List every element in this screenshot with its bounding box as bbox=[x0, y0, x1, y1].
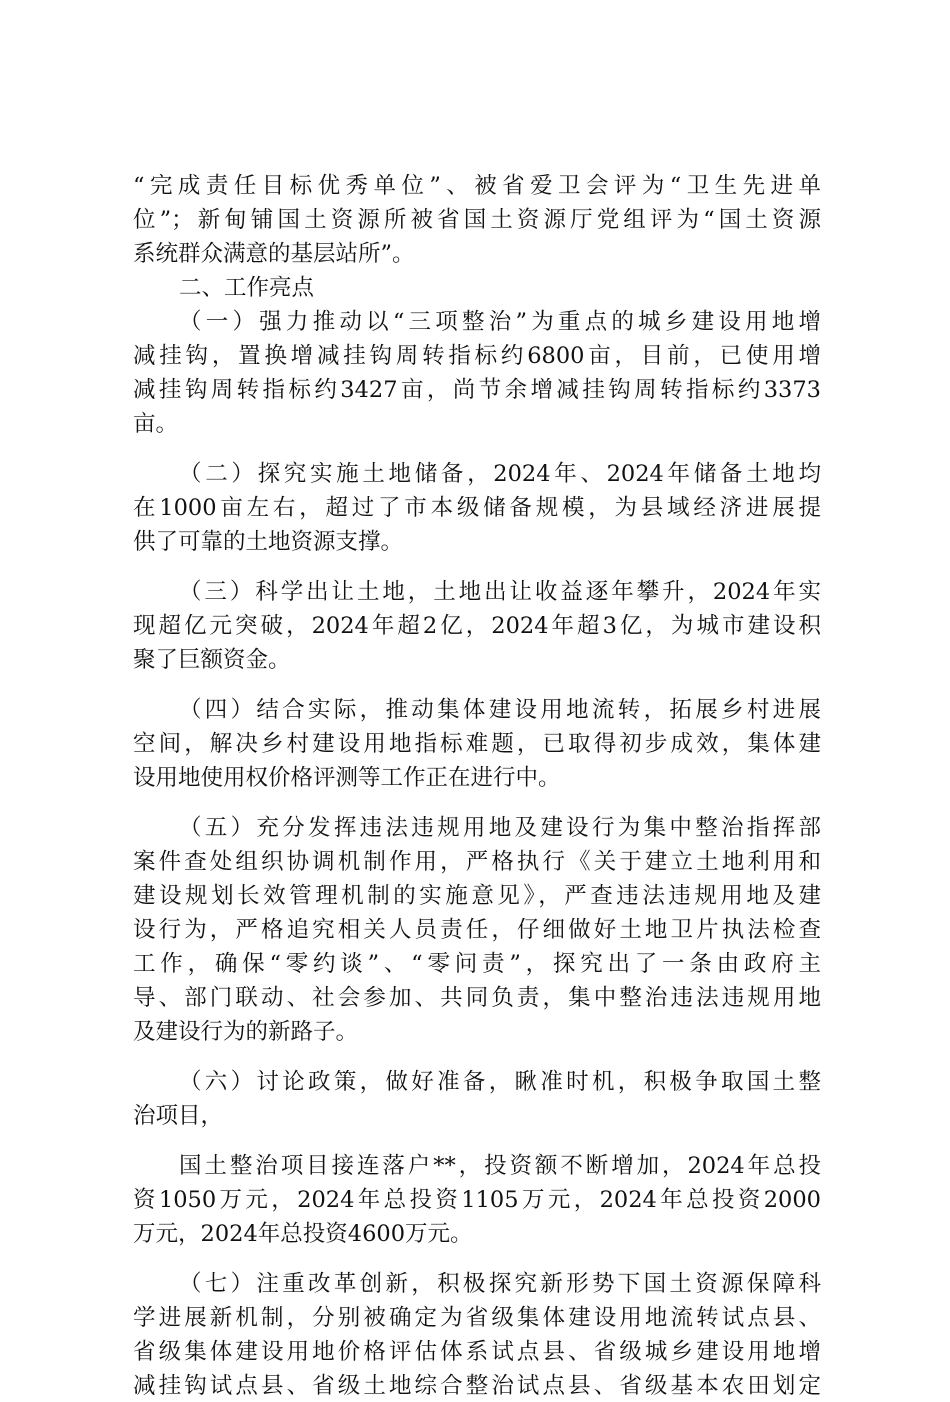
text-line: （七）注重改革创新，积极探究新形势下国土资源保障科 bbox=[179, 1271, 821, 1297]
text-line: 空间，解决乡村建设用地指标难题，已取得初步成效，集体建 bbox=[133, 731, 821, 757]
text-line: （三）科学出让土地，土地出让收益逐年攀升，2024年实 bbox=[179, 579, 821, 605]
text-line: 减挂钩，置换增减挂钩周转指标约6800亩，目前，已使用增 bbox=[133, 343, 821, 369]
text-line: 省级集体建设用地价格评估体系试点县、省级城乡建设用地增 bbox=[133, 1339, 821, 1365]
text-line: 亩。 bbox=[133, 411, 179, 437]
text-line: 万元，2024年总投资4600万元。 bbox=[133, 1221, 473, 1247]
text-line: 学进展新机制，分别被确定为省级集体建设用地流转试点县、 bbox=[133, 1305, 821, 1331]
text-line: （六）讨论政策，做好准备，瞅准时机，积极争取国土整 bbox=[179, 1069, 821, 1095]
text-line: 减挂钩周转指标约3427亩，尚节余增减挂钩周转指标约3373 bbox=[133, 377, 821, 403]
text-line: 现超亿元突破，2024年超2亿，2024年超3亿，为城市建设积 bbox=[133, 613, 821, 639]
text-line: 供了可靠的土地资源支撑。 bbox=[133, 529, 404, 555]
text-line: （四）结合实际，推动集体建设用地流转，拓展乡村进展 bbox=[179, 697, 821, 723]
text-line: 治项目， bbox=[133, 1103, 224, 1129]
text-line: 在1000亩左右，超过了市本级储备规模，为县域经济进展提 bbox=[133, 495, 821, 521]
text-line: 及建设行为的新路子。 bbox=[133, 1019, 359, 1045]
text-line: 系统群众满意的基层站所”。 bbox=[133, 241, 415, 267]
text-line: 位”；新甸铺国土资源所被省国土资源厅党组评为“国土资源 bbox=[133, 207, 821, 233]
text-line: 设行为，严格追究相关人员责任，仔细做好土地卫片执法检查 bbox=[133, 917, 821, 943]
text-line: 二、工作亮点 bbox=[179, 275, 315, 301]
text-line: 设用地使用权价格评测等工作正在进行中。 bbox=[133, 765, 561, 791]
text-line: 案件查处组织协调机制作用，严格执行《关于建立土地利用和 bbox=[133, 849, 821, 875]
text-line: （五）充分发挥违法违规用地及建设行为集中整治指挥部 bbox=[179, 815, 821, 841]
text-line: 导、部门联动、社会参加、共同负责，集中整治违法违规用地 bbox=[133, 985, 821, 1011]
text-line: “完成责任目标优秀单位”、被省爱卫会评为“卫生先进单 bbox=[133, 173, 821, 199]
text-line: （一）强力推动以“三项整治”为重点的城乡建设用地增 bbox=[179, 309, 821, 335]
text-line: 减挂钩试点县、省级土地综合整治试点县、省级基本农田划定 bbox=[133, 1373, 821, 1399]
text-line: 工作，确保“零约谈”、“零问责”，探究出了一条由政府主 bbox=[133, 951, 821, 977]
text-line: 建设规划长效管理机制的实施意见》，严查违法违规用地及建 bbox=[133, 883, 821, 909]
text-line: （二）探究实施土地储备，2024年、2024年储备土地均 bbox=[179, 461, 821, 487]
text-line: 国土整治项目接连落户**，投资额不断增加，2024年总投 bbox=[179, 1153, 821, 1179]
text-line: 资1050万元，2024年总投资1105万元，2024年总投资2000 bbox=[133, 1187, 821, 1213]
text-line: 聚了巨额资金。 bbox=[133, 647, 291, 673]
